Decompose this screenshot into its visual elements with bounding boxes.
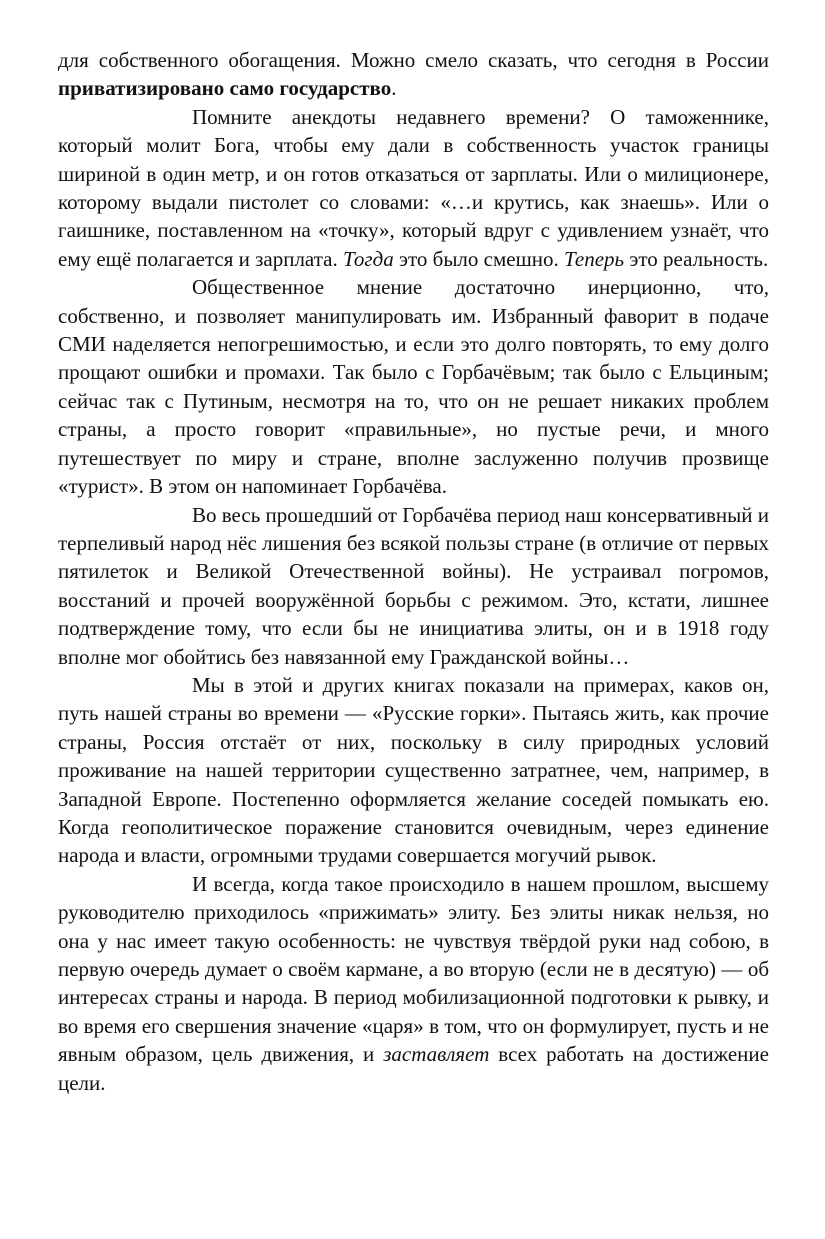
paragraph-5 [58,671,769,870]
paragraph-3 [58,273,769,500]
text-run: всех работать на достижение цели. [58,1042,769,1095]
text-run: Помните анекдоты недавнего времени? О таможеннике, который молит Бога, чтобы ему дали в собственность участок границы шириной в один метр, и он готов отказаться от зарплаты. Или о милиционере, которому выдали пистолет со словами: «…и крутись, как знаешь». Или о гаишнике, поставленном на «точку», который вдруг с удивлением узнаёт, что ему ещё полагается и зарплата. [58,104,769,271]
text-run: Мы в этой и других книгах показали на примерах, каков он, путь нашей страны во времени — «Русские горки». Пытаясь жить, как прочие страны, Россия отстаёт от них, поскольку в силу природных условий проживание на нашей территории существенно затратнее, чем, например, в Западной Европе. Постепенно оформляется желание соседей помыкать ею. Когда геополитическое поражение становится очевидным, через единение народа и власти, огромными трудами совершается могучий рывок. [58,672,769,868]
paragraph-1 [58,46,769,103]
document-page [58,46,769,1097]
italic-text: Теперь [564,246,625,271]
text-run: это было смешно. [393,246,564,271]
text-run: это реальность. [624,246,769,271]
paragraph-4 [58,501,769,671]
italic-text: Тогда [342,246,394,271]
text-run: И всегда, когда такое происходило в нашем прошлом, высшему руководителю приходилось «прижимать» элиту. Без элиты никак нельзя, но она у нас имеет такую особенность: не чувствуя твёрдой руки над собою, в первую очередь думает о своём кармане, а во вторую (если не в десятую) — об интересах страны и народа. В период мобилизационной подготовки к рывку, и во время его свершения значение «царя» в том, что он формулирует, пусть и не явным образом, цель движения, и [58,871,769,1067]
italic-text: заставляет [383,1042,490,1067]
paragraph-2 [58,103,769,273]
text-run: Во весь прошедший от Горбачёва период наш консервативный и терпеливый народ нёс лишения без всякой пользы стране (в отличие от первых пятилеток и Великой Отечественной войны). Не устраивал погромов, восстаний и прочей вооружённой борьбы с режимом. Это, кстати, лишнее подтверждение тому, что если бы не инициатива элиты, он и в 1918 году вполне мог обойтись без навязанной ему Гражданской войны… [58,502,769,669]
paragraph-6 [58,870,769,1097]
text-run: для собственного обогащения. Можно смело сказать, что сегодня в России [58,48,769,72]
text-run: Общественное мнение достаточно инерционно, что, собственно, и позволяет манипулировать им. Избранный фаворит в подаче СМИ наделяется непогрешимостью, и если это долго повторять, то ему долго прощают ошибки и промахи. Так было с Горбачёвым; так было с Ельциным; сейчас так с Путиным, несмотря на то, что он не решает никаких проблем страны, а просто говорит «правильные», но пустые речи, и много путешествует по миру и стране, вполне заслуженно получив прозвище «турист». В этом он напоминает Горбачёва. [58,275,769,499]
bold-text: приватизировано само государство [58,76,392,101]
text-run: . [391,76,397,101]
